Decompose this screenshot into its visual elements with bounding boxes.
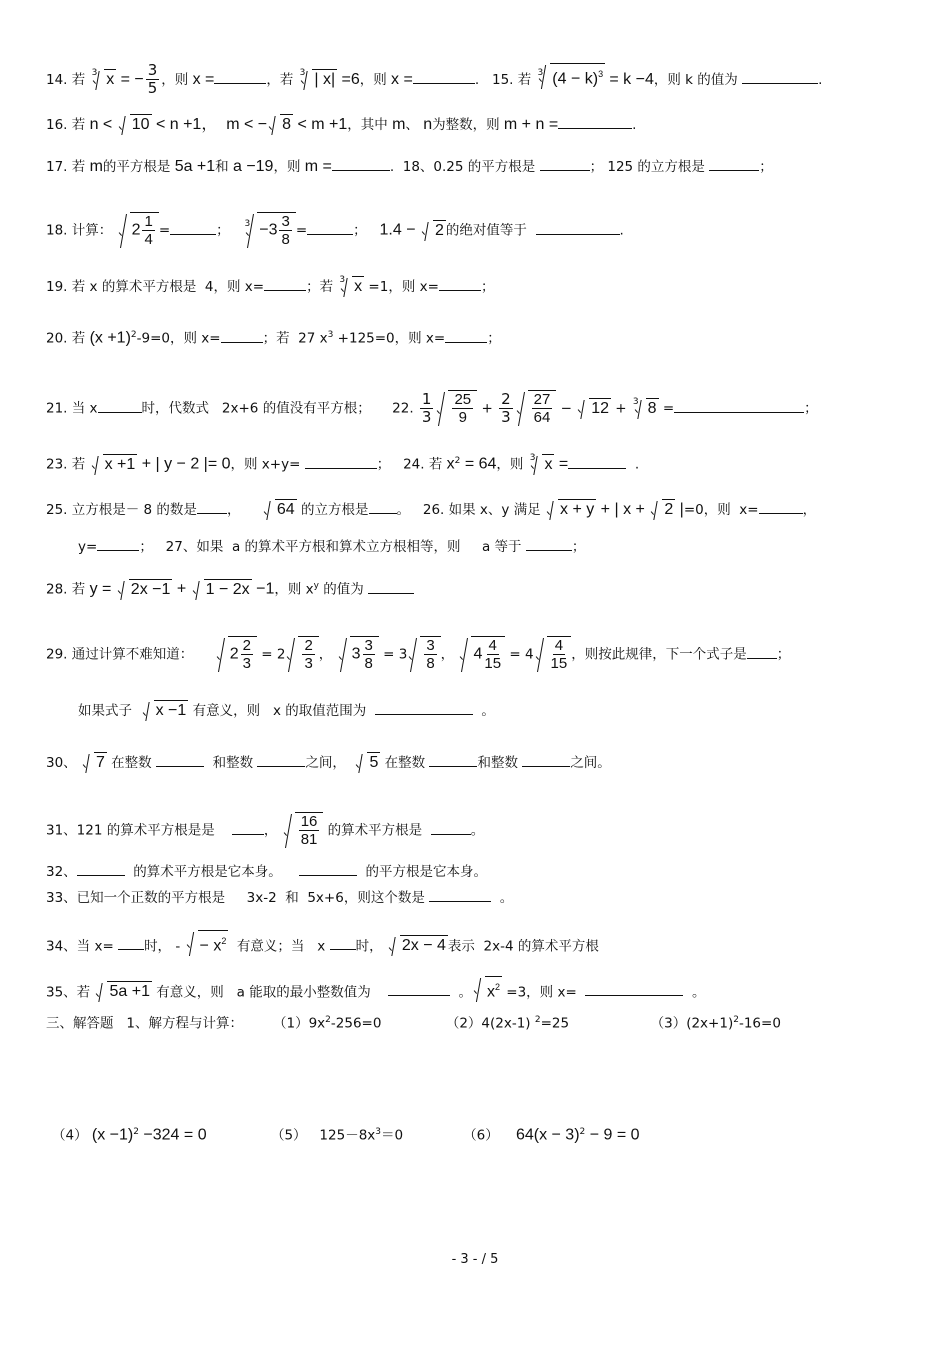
question-17-18: 17. 若 m的平方根是 5a +1和 a −19，则 m = . 18、0.25 的平方根是 ； 125 的立方根是 ； bbox=[46, 158, 773, 175]
question-25-26: 25. 立方根是－ 8 的数是 ， 64 的立方根是 。 26. 如果 x、y 满足 x + y + | x + 2 |=0，则 x= ， bbox=[46, 501, 817, 518]
question-32: 32、 的算术平方根是它本身。 的平方根是它本身。 bbox=[46, 861, 487, 882]
question-35: 35、若 5a +1 有意义，则 a 能取的最小整数值为 。 $x^2 =3$，则 x= 。 bbox=[46, 976, 705, 1002]
question-18-calc: 18. 计算： 2 $\frac{1}{4}$ = ； $^3$ −3 $\frac{3}{8}$ = ； 1.4 − 2 的绝对值等于 . bbox=[46, 213, 624, 248]
question-28: 28. 若 y = 2x −1 + 1 − 2x −1，则 $x^y$ 的值为 bbox=[46, 576, 414, 600]
question-34: 34、当 x= 时， - − $x^2$ 有意义；当 x 时， 2x − 4 表示 2x-4 的算术平方根 bbox=[46, 930, 599, 956]
question-30: 30、 7 在整数 和整数 之间， 5 在整数 和整数 之间。 bbox=[46, 754, 611, 771]
question-31: 31、121 的算术平方根是是 ， $\frac{16}{81}$ 的算术平方根是 。 bbox=[46, 813, 485, 848]
question-20: 20. 若 $(x +1)^2-9=0$，则 x= ；若 27 $x^3 +125=0$，则 x= ； bbox=[46, 329, 501, 347]
question-16: 16. 若 n < 10 < n +1， m < − 8 < m +1，其中 m、 n为整数，则 m + n = . bbox=[46, 116, 637, 133]
question-19: 19. 若 x 的算术平方根是 4，则 x= ；若 $^3$ x =1，则 x= ； bbox=[46, 275, 495, 295]
equations-4-6: （4） $(x -1)^2 -324 = 0$ （5） $125-8x^3=0$ （6） $64(x - 3)^2 - 9 = 0$ bbox=[52, 1126, 640, 1144]
section-3-header: 三、解答题 1、解方程与计算： $(1)9x^2-256=0$ （2）4(2x-1) $^2$=25 $(3)(2x+1)^2-16=0$ bbox=[46, 1015, 781, 1032]
question-29b: 如果式子 x −1 有意义，则 x 的取值范围为 。 bbox=[78, 702, 495, 719]
question-23-24: 23. 若 x +1 + | y − 2 |= 0，则 x+y= ； 24. 若 $x^2 = 64$，则 $^3$ x = . bbox=[46, 452, 640, 473]
q14-text: 14. 若 $^3$ x = − $\frac{3}{5}$ ，则 x = ，若 $^3$ | x| =6，则 x = . 15. 若 $^3$ $(4 - k)^3 = k -4$，则 k 的值为 . bbox=[46, 61, 823, 97]
question-14-15 bbox=[46, 62, 822, 97]
question-33: 33、已知一个正数的平方根是 3x-2 和 5x+6，则这个数是 。 bbox=[46, 887, 513, 908]
question-29: 29. 通过计算不难知道： 2 $\frac{2}{3}$ = 2 $\frac{2}{3}$ ， 3 $\frac{3}{8}$ = 3 $\frac{3}{8}$ ， 4 $\frac{4}{15}$ = 4 $\frac{4}{15}$ ，则按此规律，下一个式子是 ； bbox=[46, 637, 791, 672]
question-26-27: y= ； 27、如果 a 的算术平方根和算术立方根相等，则 a 等于 ； bbox=[78, 536, 585, 557]
question-21-22: 21. 当 x 时，代数式 2x+6 的值没有平方根； 22. $\frac{1}{3}$ $\frac{25}{9}$ + $\frac{2}{3}$ $\frac{27}{64}$ − 12 + $^3$ 8 = ； bbox=[46, 390, 818, 427]
page-number: - 3 - / 5 bbox=[451, 1252, 499, 1267]
